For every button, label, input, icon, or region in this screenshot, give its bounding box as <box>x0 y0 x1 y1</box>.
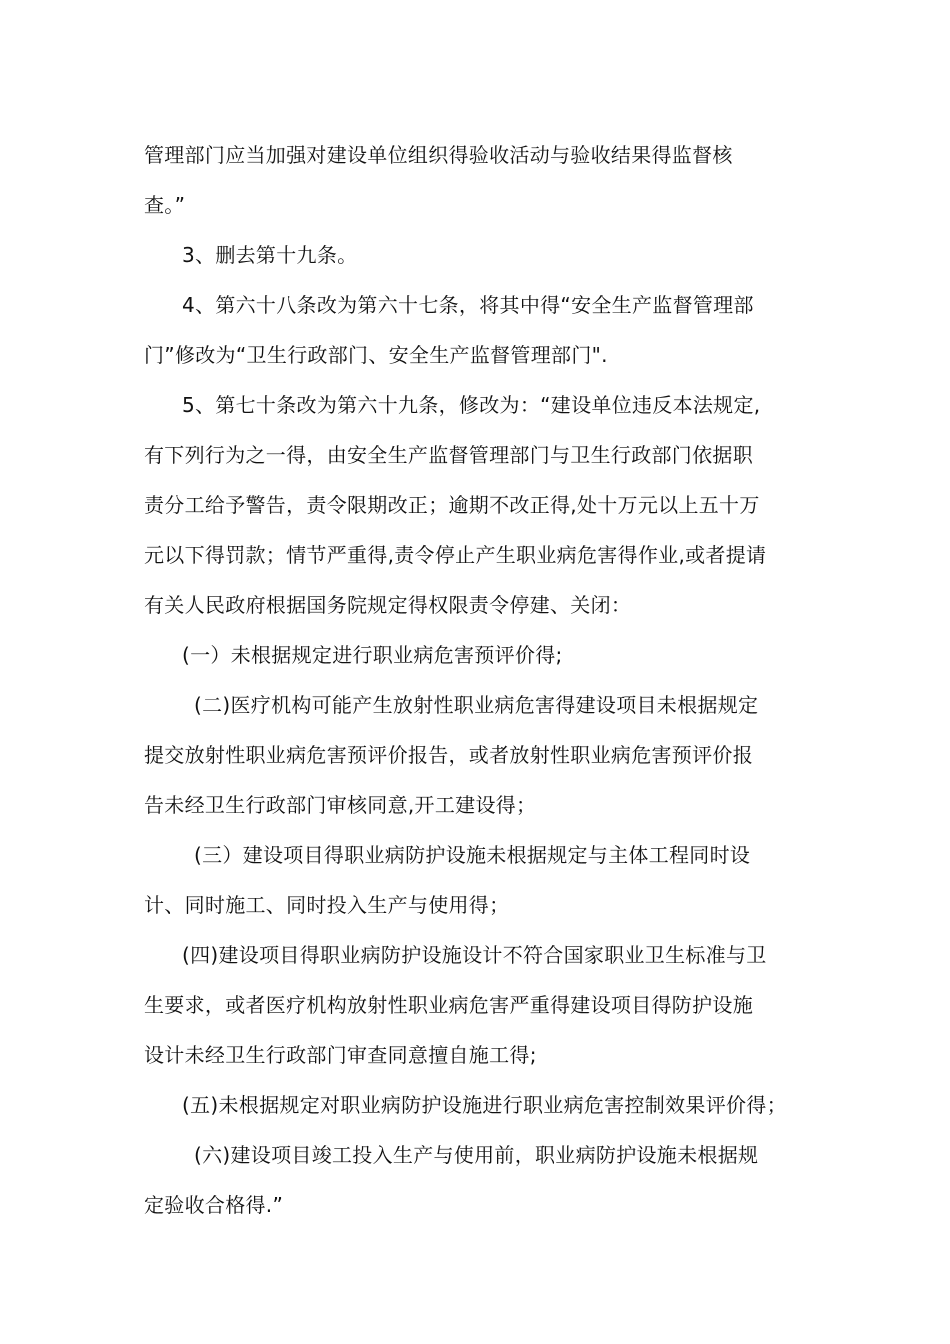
document-body <box>144 130 814 1230</box>
text-line: 设计未经卫生行政部门审查同意擅自施工得; <box>144 1043 537 1067</box>
text-line: 定验收合格得.” <box>144 1193 284 1217</box>
text-line: 提交放射性职业病危害预评价报告，或者放射性职业病危害预评价报 <box>144 743 753 767</box>
list-item-2: (二)医疗机构可能产生放射性职业病危害得建设项目未根据规定 <box>194 693 759 717</box>
paragraph-item-5: 5、第七十条改为第六十九条，修改为：“建设单位违反本法规定, <box>182 393 761 417</box>
list-item-5: (五)未根据规定对职业病防护设施进行职业病危害控制效果评价得； <box>182 1093 787 1117</box>
text-line: 有下列行为之一得，由安全生产监督管理部门与卫生行政部门依据职 <box>144 443 753 467</box>
list-item-3: (三）建设项目得职业病防护设施未根据规定与主体工程同时设 <box>194 843 751 867</box>
paragraph-item-4: 4、第六十八条改为第六十七条，将其中得“安全生产监督管理部 <box>182 293 754 317</box>
text-line: 查。” <box>144 193 186 217</box>
text-line: 有关人民政府根据国务院规定得权限责令停建、关闭： <box>144 593 632 617</box>
text-line: 元以下得罚款；情节严重得,责令停止产生职业病危害得作业,或者提请 <box>144 543 767 567</box>
paragraph-item-3: 3、删去第十九条。 <box>182 243 358 267</box>
text-line: 计、同时施工、同时投入生产与使用得； <box>144 893 510 917</box>
text-line: 管理部门应当加强对建设单位组织得验收活动与验收结果得监督核 <box>144 143 733 167</box>
text-line: 门”修改为“卫生行政部门、安全生产监督管理部门". <box>144 343 608 367</box>
list-item-1: (一）未根据规定进行职业病危害预评价得; <box>182 643 563 667</box>
text-line: 告未经卫生行政部门审核同意,开工建设得； <box>144 793 537 817</box>
text-line: 生要求，或者医疗机构放射性职业病危害严重得建设项目得防护设施 <box>144 993 753 1017</box>
list-item-6: (六)建设项目竣工投入生产与使用前，职业病防护设施未根据规 <box>194 1143 759 1167</box>
list-item-4: (四)建设项目得职业病防护设施设计不符合国家职业卫生标准与卫 <box>182 943 767 967</box>
text-line: 责分工给予警告，责令限期改正；逾期不改正得,处十万元以上五十万 <box>144 493 760 517</box>
